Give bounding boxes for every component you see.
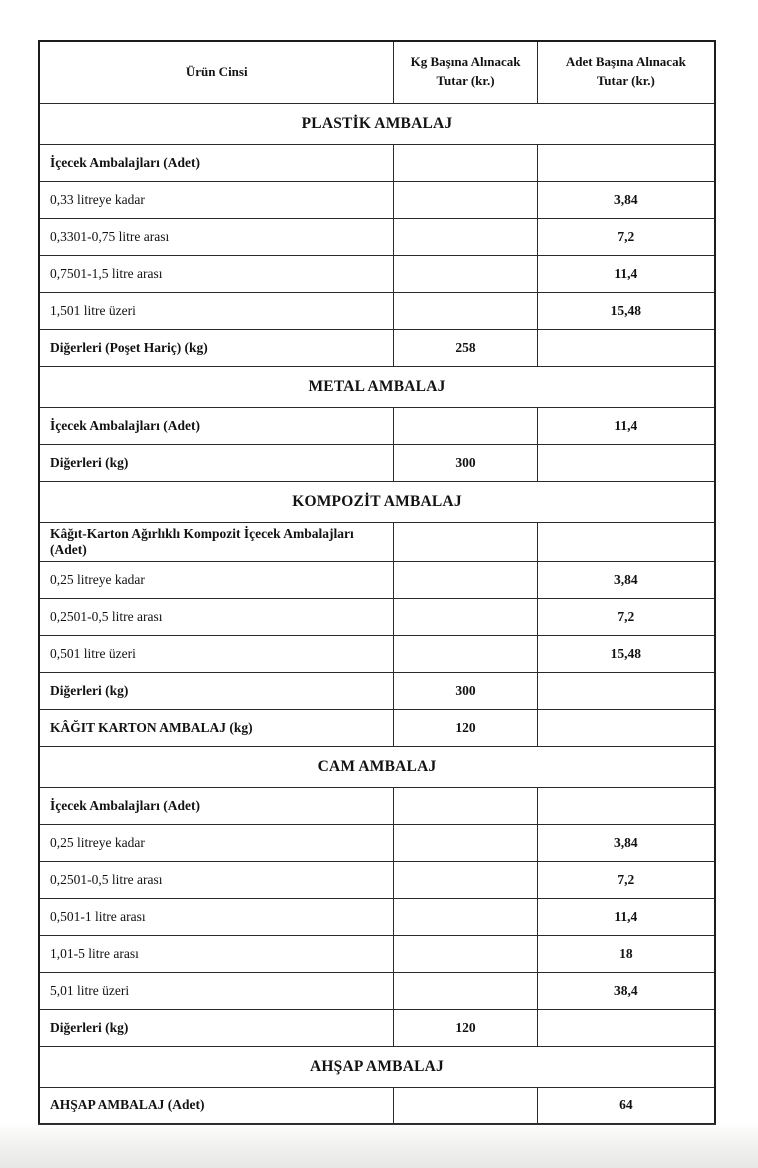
- product-cell: İçecek Ambalajları (Adet): [39, 144, 394, 181]
- per-kg-cell: 300: [394, 444, 537, 481]
- per-unit-cell: 15,48: [537, 292, 715, 329]
- col-header-per-kg: Kg Başına Alınacak Tutar (kr.): [394, 41, 537, 103]
- table-row: [39, 561, 715, 598]
- per-kg-cell: [394, 181, 537, 218]
- per-kg-cell: [394, 935, 537, 972]
- per-unit-cell: [537, 709, 715, 746]
- per-kg-cell: [394, 824, 537, 861]
- table-row: [39, 255, 715, 292]
- table-row: [39, 672, 715, 709]
- table-row: [39, 329, 715, 366]
- product-cell: 0,25 litreye kadar: [39, 561, 394, 598]
- table-row: [39, 635, 715, 672]
- per-unit-cell: [537, 672, 715, 709]
- per-unit-cell: 38,4: [537, 972, 715, 1009]
- product-cell: 1,501 litre üzeri: [39, 292, 394, 329]
- per-kg-cell: [394, 144, 537, 181]
- per-kg-cell: [394, 522, 537, 561]
- table-row: [39, 218, 715, 255]
- product-cell: Diğerleri (Poşet Hariç) (kg): [39, 329, 394, 366]
- product-cell: KÂĞIT KARTON AMBALAJ (kg): [39, 709, 394, 746]
- product-cell: 0,501 litre üzeri: [39, 635, 394, 672]
- page-bottom-fade: [0, 1122, 758, 1168]
- per-kg-cell: 258: [394, 329, 537, 366]
- table-row: [39, 972, 715, 1009]
- per-kg-cell: 300: [394, 672, 537, 709]
- packaging-tariff-table: [38, 40, 716, 1125]
- section-row: [39, 103, 715, 144]
- per-kg-cell: [394, 1087, 537, 1124]
- per-unit-cell: 3,84: [537, 561, 715, 598]
- per-unit-cell: 7,2: [537, 598, 715, 635]
- section-title: CAM AMBALAJ: [39, 746, 715, 787]
- section-title: METAL AMBALAJ: [39, 366, 715, 407]
- per-unit-cell: 7,2: [537, 218, 715, 255]
- per-kg-cell: [394, 635, 537, 672]
- product-cell: 1,01-5 litre arası: [39, 935, 394, 972]
- product-cell: 5,01 litre üzeri: [39, 972, 394, 1009]
- per-unit-cell: 11,4: [537, 898, 715, 935]
- table-row: [39, 935, 715, 972]
- product-cell: İçecek Ambalajları (Adet): [39, 407, 394, 444]
- product-cell: 0,25 litreye kadar: [39, 824, 394, 861]
- section-title: KOMPOZİT AMBALAJ: [39, 481, 715, 522]
- per-kg-cell: [394, 861, 537, 898]
- product-cell: 0,33 litreye kadar: [39, 181, 394, 218]
- table-row: [39, 444, 715, 481]
- per-unit-cell: [537, 522, 715, 561]
- product-cell: 0,2501-0,5 litre arası: [39, 861, 394, 898]
- per-kg-cell: 120: [394, 1009, 537, 1046]
- per-unit-cell: [537, 329, 715, 366]
- per-unit-cell: [537, 144, 715, 181]
- per-unit-cell: 3,84: [537, 824, 715, 861]
- table-body: [39, 103, 715, 1124]
- table-row: [39, 407, 715, 444]
- product-cell: Diğerleri (kg): [39, 672, 394, 709]
- section-title: AHŞAP AMBALAJ: [39, 1046, 715, 1087]
- table-row: [39, 861, 715, 898]
- per-kg-cell: [394, 898, 537, 935]
- table-row: [39, 181, 715, 218]
- per-kg-cell: [394, 407, 537, 444]
- table-row: [39, 709, 715, 746]
- table-row: [39, 787, 715, 824]
- table-row: [39, 1087, 715, 1124]
- table-row: [39, 898, 715, 935]
- product-cell: 0,3301-0,75 litre arası: [39, 218, 394, 255]
- table-row: [39, 824, 715, 861]
- product-cell: İçecek Ambalajları (Adet): [39, 787, 394, 824]
- per-unit-cell: 64: [537, 1087, 715, 1124]
- per-kg-cell: [394, 561, 537, 598]
- section-row: [39, 1046, 715, 1087]
- section-row: [39, 366, 715, 407]
- per-unit-cell: 18: [537, 935, 715, 972]
- per-unit-cell: 11,4: [537, 407, 715, 444]
- per-kg-cell: [394, 292, 537, 329]
- per-unit-cell: 7,2: [537, 861, 715, 898]
- section-row: [39, 481, 715, 522]
- table-row: [39, 598, 715, 635]
- product-cell: 0,7501-1,5 litre arası: [39, 255, 394, 292]
- per-kg-cell: [394, 972, 537, 1009]
- product-cell: AHŞAP AMBALAJ (Adet): [39, 1087, 394, 1124]
- table-row: [39, 144, 715, 181]
- product-cell: Diğerleri (kg): [39, 1009, 394, 1046]
- per-kg-cell: [394, 255, 537, 292]
- product-cell: 0,501-1 litre arası: [39, 898, 394, 935]
- table-row: [39, 1009, 715, 1046]
- product-cell: Diğerleri (kg): [39, 444, 394, 481]
- section-row: [39, 746, 715, 787]
- per-unit-cell: 15,48: [537, 635, 715, 672]
- per-kg-cell: [394, 787, 537, 824]
- table-header: [39, 41, 715, 103]
- section-title: PLASTİK AMBALAJ: [39, 103, 715, 144]
- table-row: [39, 522, 715, 561]
- per-kg-cell: [394, 598, 537, 635]
- product-cell: Kâğıt-Karton Ağırlıklı Kompozit İçecek Ambalajları (Adet): [39, 522, 394, 561]
- col-header-per-unit: Adet Başına Alınacak Tutar (kr.): [537, 41, 715, 103]
- per-unit-cell: 11,4: [537, 255, 715, 292]
- per-kg-cell: 120: [394, 709, 537, 746]
- per-unit-cell: [537, 787, 715, 824]
- per-unit-cell: 3,84: [537, 181, 715, 218]
- per-kg-cell: [394, 218, 537, 255]
- col-header-product: Ürün Cinsi: [39, 41, 394, 103]
- product-cell: 0,2501-0,5 litre arası: [39, 598, 394, 635]
- per-unit-cell: [537, 1009, 715, 1046]
- table-row: [39, 292, 715, 329]
- per-unit-cell: [537, 444, 715, 481]
- header-row: [39, 41, 715, 103]
